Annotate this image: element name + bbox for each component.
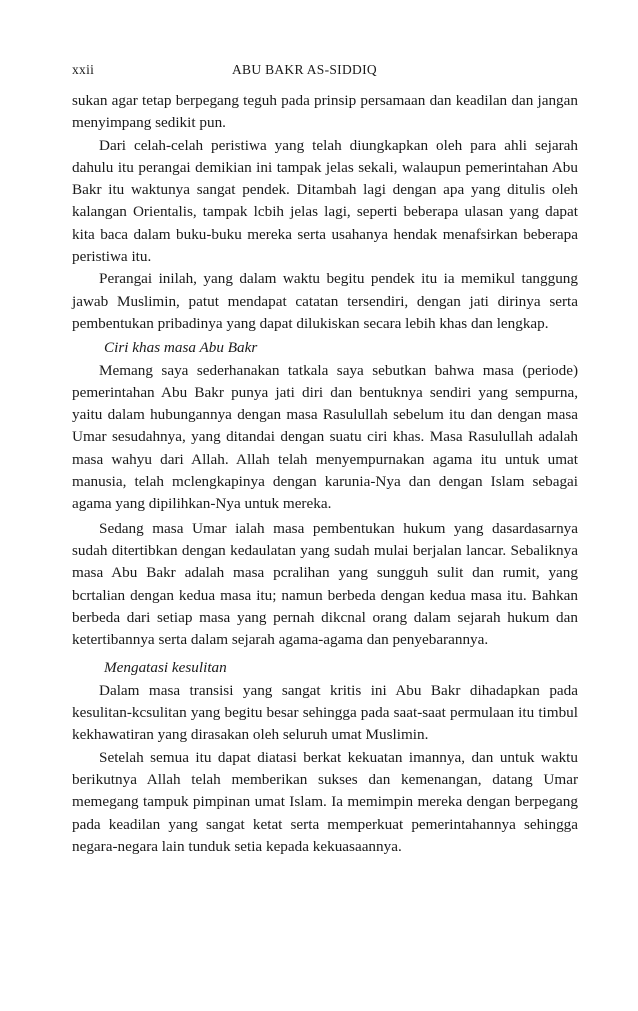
paragraph-character: Perangai inilah, yang dalam waktu begitu pendek itu ia memikul tanggung jawab Muslimin, patut mendapat catatan tersendiri, dengan jati dirinya serta pembentukan pribadinya yang dapat dilukiskan secara lebih khas dan lengkap.: [72, 270, 578, 332]
paragraph-masa-umar: Sedang masa Umar ialah masa pembentukan hukum yang dasardasarnya sudah ditertibkan dengan kedaulatan yang sudah mulai berjalan lancar. Sebaliknya masa Abu Bakr adalah masa pcralihan yang sungguh sulit dan rumit, yang bcrtalian dengan kedua masa itu; namun berbeda dengan kedua masa itu. Bahkan berbeda dari setiap masa yang pernah dikcnal orang dalam sejarah hukum dan ketertibannya serta dalam sejarah agama-agama dan penyebarannya.: [72, 519, 578, 649]
running-header: [72, 62, 578, 84]
book-page: [72, 62, 578, 858]
paragraph-periode: Memang saya sederhanakan tatkala saya sebutkan bahwa masa (periode) pemerintahan Abu Bakr punya jati diri dan bentuknya sendiri yang sempurna, yaitu dalam hubungannya dengan masa Rasulullah sebelum itu dan dengan masa Umar sesudahnya, yang ditandai dengan suatu ciri khas. Masa Rasulullah adalah masa wahyu dari Allah. Allah telah menyempurnakan agama itu untuk umat manusia, telah mclengkapinya dengan karunia-Nya dan dengan Islam sebagai agama yang dipilihkan-Nya untuk mereka.: [72, 361, 578, 513]
running-title: ABU BAKR AS-SIDDIQ: [232, 62, 377, 77]
section-heading-mengatasi: Mengatasi kesulitan: [104, 659, 227, 677]
section-heading-ciri-khas: Ciri khas masa Abu Bakr: [104, 339, 258, 357]
paragraph-continuation: sukan agar tetap berpegang teguh pada prinsip persamaan dan keadilan dan jangan menyimpang sedikit pun.: [72, 92, 578, 132]
body-text: [72, 90, 578, 858]
paragraph-historians: Dari celah-celah peristiwa yang telah diungkapkan oleh para ahli sejarah dahulu itu perangai demikian ini tampak jelas sekali, walaupun pemerintahan Abu Bakr itu waktunya sangat pendek. Ditambah lagi dengan apa yang ditulis oleh kalangan Orientalis, tampak lcbih jelas lagi, seperti beberapa ulasan yang dapat kita baca dalam buku-buku mereka serta usahanya hendak menafsirkan beberapa peristiwa itu.: [72, 136, 578, 266]
paragraph-transisi: Dalam masa transisi yang sangat kritis ini Abu Bakr dihadapkan pada kesulitan-kcsulitan yang begitu besar sehingga pada saat-saat permulaan itu timbul kekhawatiran yang dirasakan oleh seluruh umat Muslimin.: [72, 681, 578, 744]
page-number: xxii: [72, 62, 95, 77]
paragraph-setelah: Setelah semua itu dapat diatasi berkat kekuatan imannya, dan untuk waktu berikutnya Allah telah memberikan sukses dan kemenangan, datang Umar memegang tampuk pimpinan umat Islam. Ia memimpin mereka dengan berpegang pada keadilan yang sangat ketat serta memperkuat pemerintahannya sehingga negara-negara lain tunduk setia kepada kekuasaannya.: [72, 748, 578, 855]
